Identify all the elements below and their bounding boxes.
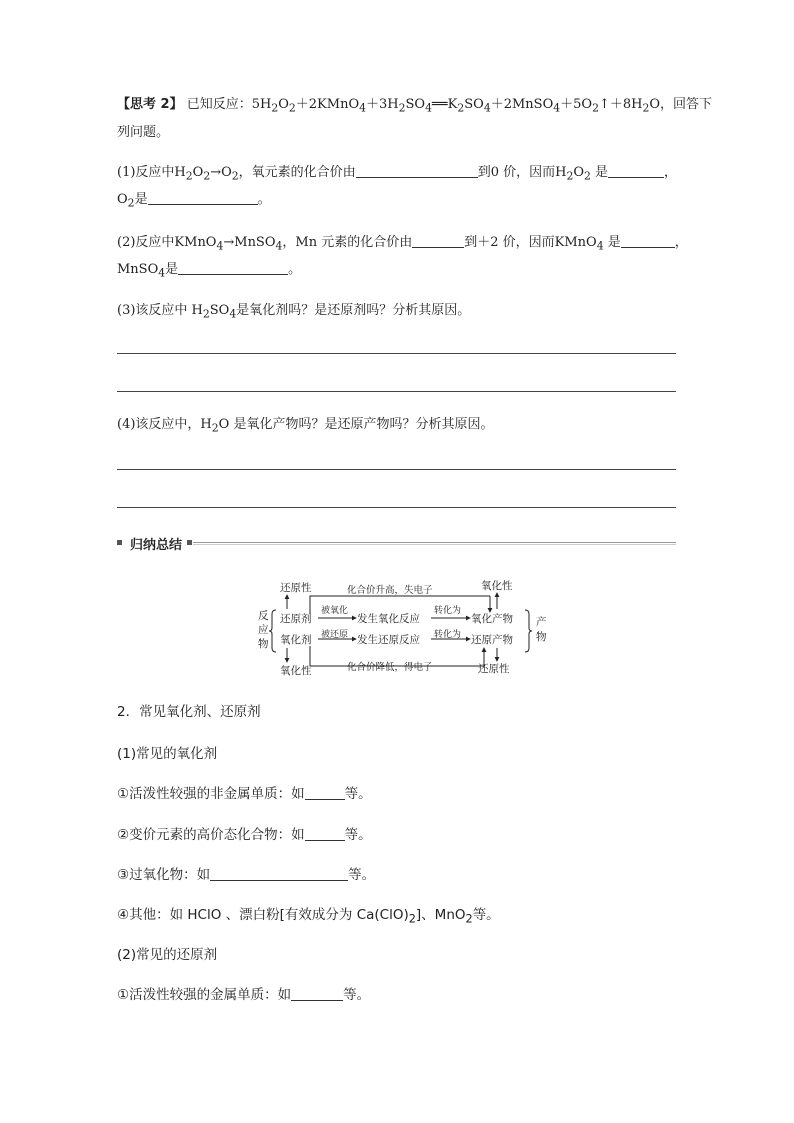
equation-text: ＋2MnSO — [490, 97, 554, 112]
redox-diagram — [250, 574, 550, 682]
q-text: 是 — [134, 192, 148, 207]
fill-blank[interactable] — [412, 234, 464, 248]
equation-text: ＋3H — [366, 97, 399, 112]
subscript: 2 — [642, 101, 650, 115]
label-oxidation-product: 氧化产物 — [471, 613, 513, 625]
fill-blank[interactable] — [356, 164, 478, 178]
label-reduction-product: 还原产物 — [471, 634, 513, 646]
subscript: 2 — [408, 912, 416, 926]
item-text: ③过氧化物：如 — [117, 867, 211, 883]
answer-line[interactable] — [117, 353, 676, 354]
square-bullet-icon — [187, 540, 192, 545]
subscript: 2 — [202, 307, 210, 321]
label-reducibility-bottom: 还原性 — [478, 663, 510, 675]
item-text: ①活泼性较强的金属单质：如 — [117, 987, 292, 1003]
label-valence-up: 化合价升高，失电子 — [347, 585, 433, 596]
square-bullet-icon — [117, 540, 122, 545]
summary-heading — [117, 536, 676, 553]
q-text: O 是氧化产物吗？是还原产物吗？分析其原因。 — [218, 417, 494, 432]
label-oxidized: 被氧化 — [321, 606, 349, 616]
subscript: 2 — [457, 101, 465, 115]
q-text: 到0 价，因而H — [477, 165, 567, 180]
subscript: 2 — [185, 169, 193, 183]
label-valence-down: 化合价降低，得电子 — [347, 662, 433, 673]
label-reactant-2: 应 — [258, 624, 269, 636]
q-text: ，氧元素的化合价由 — [238, 165, 356, 180]
equals-sign: ══ — [431, 97, 448, 112]
fill-blank[interactable] — [148, 191, 258, 205]
equation-text: ＋5O — [560, 97, 593, 112]
question-2-line2 — [117, 261, 301, 283]
think2-label: 【思考 2】 — [117, 97, 183, 112]
q-text: 。 — [257, 192, 271, 207]
question-1-line1 — [117, 164, 677, 186]
item-text: 等。 — [343, 987, 371, 1003]
q-text: 是 — [603, 235, 621, 250]
fill-blank[interactable] — [178, 261, 288, 275]
label-oxidizability-top: 氧化性 — [481, 580, 513, 592]
equation-text: K — [447, 97, 458, 112]
q-text: ，Mn 元素的化合价由 — [282, 235, 413, 250]
subscript: 2 — [584, 169, 591, 183]
item-3 — [117, 866, 375, 884]
subscript: 2 — [288, 101, 296, 115]
item-text: 等。 — [344, 786, 372, 802]
subscript: 4 — [158, 266, 166, 280]
q-text: O — [117, 192, 128, 207]
divider — [193, 542, 676, 545]
item-text: ①活泼性较强的非金属单质：如 — [117, 786, 305, 802]
fill-blank[interactable] — [305, 827, 345, 841]
subscript: 2 — [566, 169, 574, 183]
subscript: 4 — [425, 101, 432, 115]
equation-text: O — [278, 97, 289, 112]
q-text: 是 — [590, 165, 609, 180]
question-3 — [117, 302, 470, 324]
question-1-line2 — [117, 191, 271, 213]
subscript: 2 — [127, 196, 135, 210]
subscript: 4 — [275, 239, 283, 253]
answer-line[interactable] — [117, 469, 676, 470]
q-text: 到＋2 价，因而KMnO — [464, 235, 597, 250]
subscript: 2 — [465, 912, 473, 926]
label-reducibility-top: 还原性 — [280, 582, 312, 594]
equation-text: SO — [405, 97, 426, 112]
subscript: 4 — [596, 239, 604, 253]
label-product-2: 物 — [536, 631, 547, 643]
label-convert-2: 转化为 — [434, 630, 462, 640]
subscript: 2 — [592, 101, 599, 115]
item-2 — [117, 826, 372, 844]
label-reactant-1: 反 — [258, 610, 269, 622]
subscript: 4 — [359, 101, 366, 115]
subscript: 4 — [229, 307, 237, 321]
item-text: 等。 — [344, 827, 372, 843]
q-text: SO — [209, 303, 230, 318]
label-convert-1: 转化为 — [434, 606, 462, 616]
left-brace — [269, 610, 276, 652]
item-text: 等。 — [472, 907, 500, 923]
question-4 — [117, 416, 493, 438]
label-reducer: 还原剂 — [280, 613, 312, 625]
q-text: ， — [674, 235, 688, 250]
q-text: (2)反应中KMnO — [117, 235, 217, 250]
item-1 — [117, 785, 372, 803]
subscript: 2 — [231, 169, 239, 183]
answer-line[interactable] — [117, 391, 676, 392]
fill-blank[interactable] — [608, 164, 664, 178]
sub-oxidizers: (1)常见的氧化剂 — [117, 746, 218, 762]
q-text: (1)反应中H — [117, 165, 186, 180]
label-oxidizer: 氧化剂 — [280, 634, 312, 646]
q-text: MnSO — [117, 262, 159, 277]
equation-text: SO — [464, 97, 484, 112]
label-reactant-3: 物 — [258, 638, 269, 650]
q-text: ， — [664, 165, 678, 180]
q-text: 是 — [165, 262, 179, 277]
question-2-line1 — [117, 234, 688, 256]
summary-title: 归纳总结 — [130, 538, 183, 553]
label-reduced: 被还原 — [321, 630, 349, 640]
item-text: ]、MnO — [415, 907, 466, 923]
equation-text: ＋2KMnO — [295, 97, 360, 112]
subscript: 2 — [203, 169, 211, 183]
answer-line[interactable] — [117, 507, 676, 508]
item-text: ②变价元素的高价态化合物：如 — [117, 827, 305, 843]
fill-blank[interactable] — [291, 987, 343, 1001]
q-text: 。 — [288, 262, 302, 277]
item-text: ④其他：如 HClO 、漂白粉[有效成分为 Ca(ClO) — [117, 907, 409, 923]
q-text: →O — [210, 165, 232, 180]
label-oxidizability-bottom: 氧化性 — [280, 665, 312, 677]
q-text: (3)该反应中 H — [117, 303, 203, 318]
subscript: 4 — [553, 101, 561, 115]
fill-blank[interactable] — [621, 234, 675, 248]
q-text: 是氧化剂吗？是还原剂吗？分析其原因。 — [236, 303, 471, 318]
equation-text: ↑＋8H — [598, 97, 643, 112]
section-2-title: 2．常见氧化剂、还原剂 — [117, 704, 261, 720]
fill-blank[interactable] — [210, 867, 348, 881]
fill-blank[interactable] — [305, 786, 345, 800]
right-brace — [525, 610, 532, 652]
equation-text: O，回答下 — [649, 97, 713, 112]
item-4 — [117, 906, 500, 929]
q-text: O — [573, 165, 584, 180]
q-text: O — [192, 165, 204, 180]
subscript: 4 — [216, 239, 224, 253]
q-text: →MnSO — [223, 235, 276, 250]
label-product-1: 产 — [536, 616, 547, 628]
subscript: 4 — [483, 101, 491, 115]
subscript: 2 — [211, 421, 219, 435]
label-oxidation-reaction: 发生氧化反应 — [357, 613, 420, 625]
subscript: 2 — [271, 101, 279, 115]
think2-line1 — [117, 96, 712, 118]
item-text: 等。 — [348, 867, 376, 883]
think2-line2: 列问题。 — [117, 125, 170, 140]
item-5 — [117, 986, 370, 1004]
equation-text: 已知反应：5H — [186, 97, 272, 112]
label-reduction-reaction: 发生还原反应 — [357, 634, 420, 646]
subscript: 2 — [398, 101, 406, 115]
sub-reducers: (2)常见的还原剂 — [117, 947, 218, 963]
q-text: (4)该反应中，H — [117, 417, 212, 432]
